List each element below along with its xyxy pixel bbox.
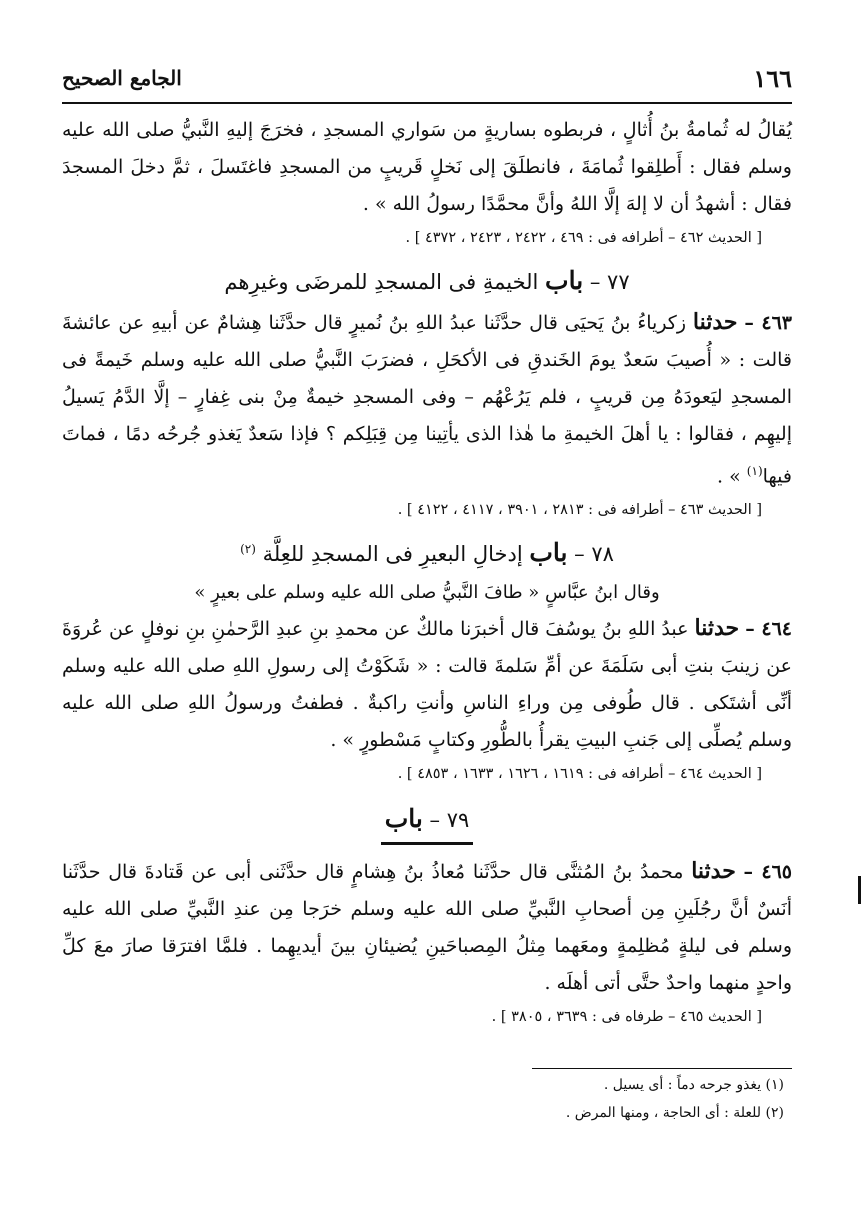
hadith-462-ref: [ الحديث ٤٦٢ – أطرافه فى : ٤٦٩ ، ٢٤٢٢ ، ٢٤٢٣ ، ٤٣٧٢ ] . (405, 230, 762, 246)
running-title: الجامع الصحيح (62, 66, 182, 90)
hadith-number: ٤٦٤ – (745, 618, 792, 641)
hadith-465 (62, 853, 792, 1002)
page-number: ١٦٦ (753, 64, 792, 93)
chapter-78-heading (62, 529, 792, 574)
chapter-title: إدخالِ البعيرِ فى المسجدِ للعِلَّة (262, 542, 523, 567)
chapter-number: ٧٨ – (574, 542, 614, 567)
hadith-464 (62, 610, 792, 759)
hadith-text: محمدُ بنُ المُثنَّى قال حدَّثَنا مُعاذُ بنُ هِشامٍ قال حدَّثَنى أبى عن قَتادةَ قال حدَّثَنا أنَسٌ أنَّ رجُلَينِ مِن أصحابِ النَّبيِّ صلى الله عليه وسلم خرَجا مِن عندِ النَّبيِّ صلى الله عليه وسلم فى ليلةٍ مُظلِمةٍ ومعَهما مِثلُ المِصباحَينِ يُضيئانِ بينَ أيديهِما . فلمَّا افترَقا صارَ معَ كلِّ واحدٍ منهما واحدٌ حتَّى أتى أهلَه . (62, 861, 792, 995)
hadith-463-ref: [ الحديث ٤٦٣ – أطرافه فى : ٢٨١٣ ، ٣٩٠١ ، ٤١١٧ ، ٤١٢٢ ] . (397, 502, 762, 519)
page-header (62, 60, 792, 104)
chapter-bab: باب (384, 804, 423, 834)
footnote-1: (١) يغذو جرحه دماً : أى يسيل . (603, 1077, 784, 1093)
haddathana-word: حدثنا (694, 615, 740, 642)
haddathana-word: حدثنا (691, 858, 736, 885)
hadith-ending: » . (717, 465, 747, 488)
chapter-bab: باب (529, 538, 568, 568)
footnote-divider (532, 1068, 792, 1069)
chapter-bab: باب (545, 266, 584, 295)
chapter-title: الخيمةِ فى المسجدِ للمرضَى وغيرِهم (224, 270, 539, 294)
footnote-mark: (١) (746, 464, 763, 478)
footnotes (62, 1068, 792, 1125)
chapter-number: ٧٧ – (589, 270, 630, 294)
hadith-text: عبدُ اللهِ بنُ يوسُفَ قال أخبرَنا مالكٌ عن محمدِ بنِ عبدِ الرَّحمٰنِ بنِ نوفلٍ عن عُروَةَ عن زينبَ بنتِ أبى سَلَمَةَ عن أمِّ سَلمةَ قالت : « شَكَوْتُ إلى رسولِ اللهِ صلى الله عليه وسلم أنِّى أشتَكى . قال طُوفى مِن وراءِ الناسِ وأنتِ راكبةٌ . فطفتُ ورسولُ اللهِ صلى الله عليه وسلم يُصلِّى إلى جَنبِ البيتِ يقرأُ بالطُّورِ وكتابٍ مَسْطورٍ » . (62, 618, 792, 752)
haddathana-word: حدثنا (692, 309, 738, 335)
hadith-text: زكرياءُ بنُ يَحيَى قال حدَّثَنا عبدُ اللهِ بنُ نُميرٍ قال حدَّثَنا هِشامٌ عن أبيهِ عن عائشةَ قالت : « أُصيبَ سَعدٌ يومَ الخَندقِ فى الأكحَلِ ، فضرَبَ النَّبيُّ صلى الله عليه وسلم خَيمةً فى المسجدِ ليَعودَهُ مِن قريبٍ ، فلم يَرُعْهُم – وفى المسجدِ خيمةٌ مِنْ بنى غِفارٍ – إلَّا الدَّمُ يَسيلُ إليهِم ، فقالوا : يا أهلَ الخيمةِ ما هٰذا الذى يأتِينا مِن قِبَلِكم ؟ فإذا سَعدٌ يَغذو جُرحُه دمًا ، فماتَ فيها (62, 312, 792, 488)
footnote-mark: (٢) (240, 542, 256, 557)
continuation-text: يُقالُ له ثُمامةُ بنُ أُثالٍ ، فربطوه بساريةٍ من سَواري المسجدِ ، فخرَجَ إليهِ النَّبيُّ صلى الله عليه وسلم فقال : أَطلِقوا ثُمامَةَ ، فانطلَقَ إلى نَخلٍ قَريبٍ من المسجدِ فاغتَسلَ ، ثمَّ دخلَ المسجدَ فقال : أشهدُ أن لا إلهَ إلَّا اللهُ وأنَّ محمَّدًا رسولُ الله » . (62, 119, 792, 215)
hadith-463 (62, 304, 792, 495)
chapter-79-heading (62, 799, 792, 845)
hadith-number: ٤٦٥ – (743, 861, 792, 884)
chapter-number: ٧٩ – (429, 808, 470, 833)
hadith-465-ref: [ الحديث ٤٦٥ – طرفاه فى : ٣٦٣٩ ، ٣٨٠٥ ] . (491, 1009, 762, 1026)
chapter-79-underline (381, 799, 474, 845)
main-text (62, 112, 792, 1040)
chapter-78-quote: وقال ابنُ عبَّاسٍ « طافَ النَّبيُّ صلى الله عليه وسلم على بعيرٍ » (194, 582, 660, 604)
hadith-464-ref: [ الحديث ٤٦٤ – أطرافه فى : ١٦١٩ ، ١٦٢٦ ، ١٦٣٣ ، ٤٨٥٣ ] . (397, 766, 762, 783)
footnote-2: (٢) للعلة : أى الحاجة ، ومنها المرض . (565, 1105, 784, 1121)
hadith-number: ٤٦٣ – (744, 312, 792, 334)
chapter-77-heading (62, 261, 792, 302)
